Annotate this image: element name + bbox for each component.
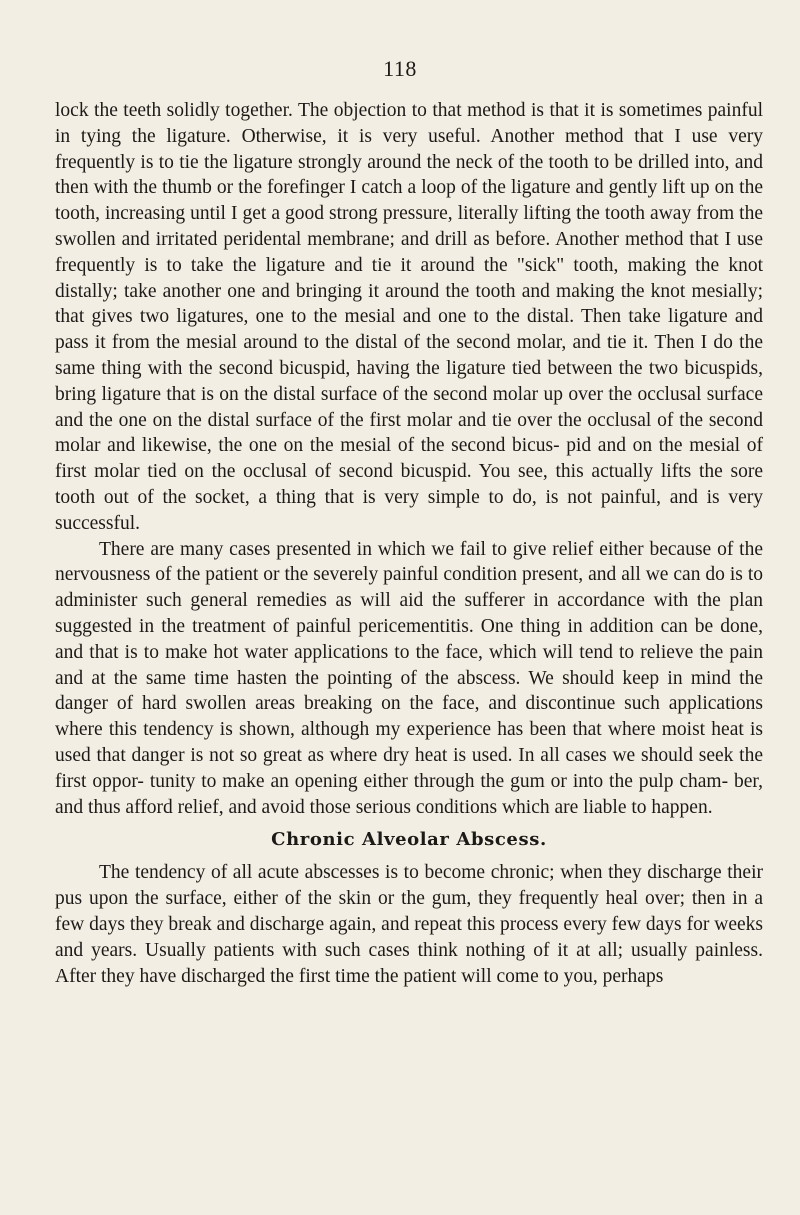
paragraph: lock the teeth solidly together. The objection to that method is that it is sometimes painful in tying the ligature. Otherwise, it is very useful. Another method that I use very frequently is to tie the ligature strongly around the neck of the tooth to be drilled into, and then with the thumb or the forefinger I catch a loop of the ligature and gently lift up on the tooth, increasing until I get a good strong pressure, literally lifting the tooth away from the swollen and irritated peridental membrane; and drill as before. Another method that I use frequently is to take the ligature and tie it around the "sick" tooth, making the knot distally; take another one and bringing it around the tooth and making the knot mesially; that gives two ligatures, one to the mesial and one to the distal. Then take ligature and pass it from the mesial around to the distal of the second molar, and tie it. Then I do the same thing with the second bicuspid, having the ligature tied between the two bicuspids, bring ligature that is on the distal surface of the second molar up over the occlusal surface and the one on the distal surface of the first molar and tie over the occlusal of the second molar and likewise, the one on the mesial of the second bicus- pid and on the mesial of first molar tied on the occlusal of second bicuspid. You see, this actually lifts the sore tooth out of the socket, a thing that is very simple to do, is not painful, and is very successful. — [55, 100, 763, 534]
section-heading: Chronic Alveolar Abscess. — [271, 829, 547, 851]
paragraph: There are many cases presented in which we fail to give relief either because of the nervousness of the patient or the severely painful condition present, and all we can do is to administer such general remedies as will aid the sufferer in accordance with the plan suggested in the treatment of painful pericementitis. One thing in addition can be done, and that is to make hot water applications to the face, which will tend to relieve the pain and at the same time hasten the pointing of the abscess. We should keep in mind the danger of hard swollen areas breaking on the face, and discontinue such applications where this tendency is shown, although my experience has been that where moist heat is used that danger is not so great as where dry heat is used. In all cases we should seek the first oppor- tunity to make an opening either through the gum or into the pulp cham- ber, and thus afford relief, and avoid those serious conditions which are liable to happen. — [55, 538, 763, 818]
page-number: 118 — [383, 56, 417, 81]
paragraph: The tendency of all acute abscesses is to become chronic; when they discharge their pus upon the surface, either of the skin or the gum, they frequently heal over; then in a few days they break and discharge again, and repeat this process every few days for weeks and years. Usually patients with such cases think nothing of it at all; usually painless. After they have discharged the first time the patient will come to you, perhaps — [55, 862, 763, 987]
body-text — [55, 98, 763, 989]
